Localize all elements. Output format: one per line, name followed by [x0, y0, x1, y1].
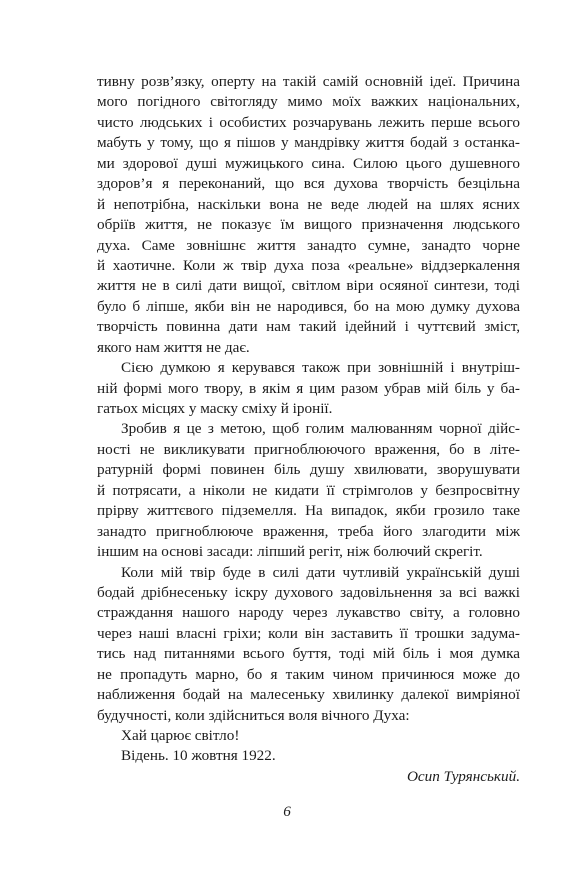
text-line: ми здорової душі мужицького сина. Силою цього душевного [97, 154, 520, 172]
page-text-block [97, 72, 520, 787]
text-line: занадто пригноблююче враження, треба його злагодити між [97, 522, 520, 540]
text-line: Зробив я це з метою, щоб голим малюванням чорної дійс- [121, 420, 520, 438]
text-line: Коли мій твір буде в силі дати чутливій українській душі [121, 563, 520, 581]
text-line: якого нам життя не дає. [97, 338, 250, 356]
paragraph-date [97, 746, 520, 766]
author-signature: Осип Турянський. [406, 767, 520, 785]
text-line: духа. Саме зовнішнє життя занадто сумне, занадто чорне [97, 236, 520, 254]
text-line: ратурній формі повинен біль душу хвилювати, зворушувати [97, 461, 520, 479]
text-line: мабуть у тому, що я пішов у мандрівку життя бодай з останка- [97, 134, 520, 152]
text-line: гатьох місцях у маску сміху й іронії. [97, 400, 333, 417]
text-line: здоров’я я переконаний, що вся духова творчість безцільна [97, 175, 520, 193]
text-line: було б ліпше, якби він не народився, бо на мою думку духова [97, 297, 520, 315]
text-line: прірву життєвого підземелля. На випадок, якби грозило таке [97, 502, 520, 520]
text-line: страждання нашого народу через лукавство світу, а головно [97, 604, 520, 622]
paragraph-2 [97, 358, 520, 419]
paragraph-3 [97, 419, 520, 562]
text-line: й хаотичне. Коли ж твір духа поза «реальне» віддзеркалення [97, 256, 520, 274]
paragraph-motto [97, 726, 520, 746]
paragraph-1 [97, 72, 520, 358]
text-line: Хай царює світло! [121, 727, 240, 744]
place-date-line: Відень. 10 жовтня 1922. [121, 747, 276, 765]
text-line: будучності, коли здійсниться воля вічного Духа: [97, 706, 410, 724]
text-line: іншим на основі засади: ліпший регіт, ніж болючий скрегіт. [97, 543, 483, 561]
text-line: Сією думкою я керувався також при зовнішній і внутріш- [121, 359, 520, 377]
page-number: 6 [283, 803, 291, 820]
paragraph-4 [97, 563, 520, 727]
text-line: творчість повинна дати нам такий ідейний і чуттєвий зміст, [97, 318, 520, 336]
text-line: й потрясати, а ніколи не кидати її стрімголов у безпросвітну [97, 481, 520, 499]
text-line: чисто людських і особистих розчарувань лежить перше всього [97, 113, 520, 131]
text-line: мого погідного світогляду мимо моїх важких національних, [97, 93, 520, 111]
text-line: й непотрібна, наскільки вона не веде людей на шлях ясних [97, 195, 520, 213]
text-line: життя не в силі дати вищої, світлом віри осяяної синтези, тоді [97, 277, 520, 295]
text-line: наближення бодай на малесеньку хвилинку далекої вимріяної [97, 686, 520, 704]
text-line: через наші власні гріхи; коли він заставить її трошки задума- [97, 624, 520, 642]
text-line: тивну розв’язку, оперту на такій самій основній ідеї. Причина [97, 73, 520, 90]
text-line: ній формі мого твору, в якім я цим разом убрав мій біль у ба- [97, 379, 520, 397]
text-line: не пропадуть марно, бо я таким чином причинюся може до [97, 665, 520, 683]
text-line: обріїв життя, не показує їм вищого призначення людського [97, 216, 520, 234]
text-line: ності не викликувати пригноблюючого враження, бо в літе- [97, 440, 520, 458]
text-line: тись над питаннями всього буття, тоді мій біль і моя думка [97, 645, 520, 663]
text-line: бодай дрібнесеньку іскру духового задовільнення за всі важкі [97, 583, 520, 601]
